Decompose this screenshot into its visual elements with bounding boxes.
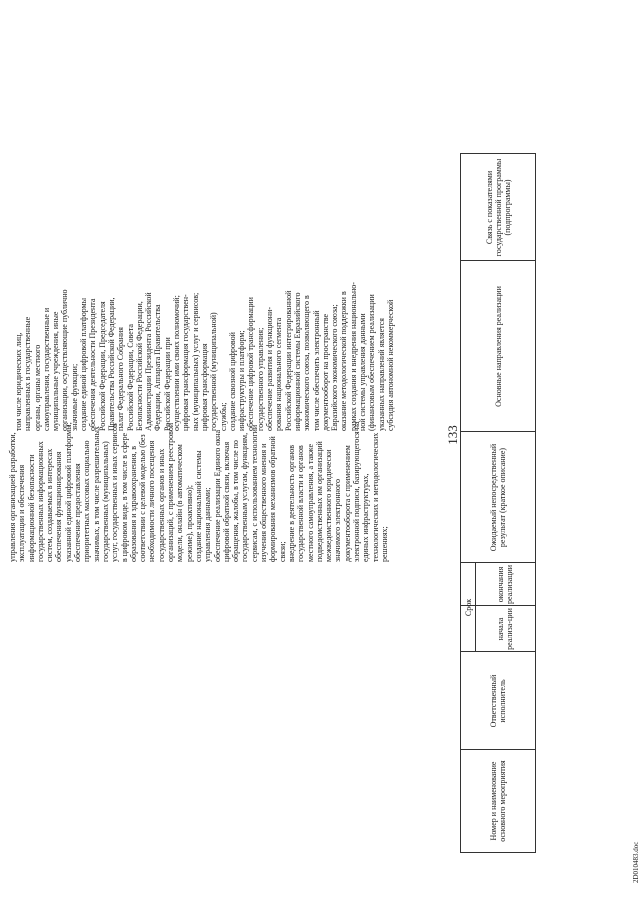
header-indicators: Связь с показателями государственной программы (подпрограммы) — [484, 158, 512, 257]
directions-column-text: том числе юридических лиц, направленных в государственные органы, органы местного самоуправления, государственные и муниципальные учреждения, иные организации, осуществляющие публично значимые функции; создание единой цифровой платформы обеспечения деятельности Президента Российской Федерации, Председателя Правительства Российской Федерации, палат Федерального Собрания Российской Федерации, Совета Безопасности Российской Федерации, Администрации Президента Российской Федерации, Аппарата Правительства Российской Федерации при осуществлении ими своих полномочий; цифровая трансформация государствен- ных (муниципальных) услуг и сервисов; цифровая трансформация государственной (муниципальной) службы; создание сквозной цифровой инфраструктуры и платформ; обеспечение цифровой трансформации государственного управления; обеспечение развития и функциони- рования национального сегмента Российской Федерации интегрированной информационной системы Евразийского экономического союза, позволяющего в том числе обеспечить электронный документооборот на пространстве Евразийского экономического союза; оказание методологической поддержки в рамках создания и внедрения национально- ной системы управления данными (финансовым обеспечением реализации указанных направлений является субсидия автономной некоммерческой — [14, 282, 395, 431]
header-term: Срок — [463, 598, 473, 617]
header-term-start: начала реализа-ции — [496, 608, 514, 650]
header-measure: Номер и наименование основного мероприятия — [489, 760, 507, 842]
table-header — [460, 153, 536, 853]
header-term-end: окончания реализации — [496, 564, 514, 605]
header-result: Ожидаемый непосредственный результат (краткое описание) — [489, 443, 507, 552]
header-directions: Основные направления реализации — [493, 286, 503, 407]
page-number: 133 — [445, 425, 460, 445]
header-executor: Ответственный исполнитель — [489, 674, 507, 728]
result-column-text: управления организацией разработки, эксплуатации и обеспечения информационной безопасности государственных информационных систем, создаваемых в интересах обеспечения функционирования указанной единой цифровой платформы; обеспечение предоставления приоритетных массовых социально значимых, в том числе разрешительных государственных (муниципальных) услуг, государственных и иных сервисов в цифровом виде, в том числе в сфере образования и здравоохранения, в соответствии с целевой моделью (без необходимости личного посещения государственных органов и иных организаций, с применением реестровой модели, онлайн (в автоматическом режиме), проактивно); создание национальной системы управления данными; обеспечение реализации Единого окна цифровой обратной связи, включая обращения, жалобы, в том числе по государственным услугам, функциям, сервисам, с использованием технологии изучения общественного мнения и формирования механизмов обратной связи; внедрение в деятельность органов государственной власти и органов местного самоуправления, а также подведомственных им организаций межведомственного юридически значимого электронного документооборота с применением электронной подписи, базирующегося на единых инфраструктурах, технологических и методологических решениях; — [8, 421, 389, 562]
file-reference: 2D010483.doc — [632, 841, 640, 883]
